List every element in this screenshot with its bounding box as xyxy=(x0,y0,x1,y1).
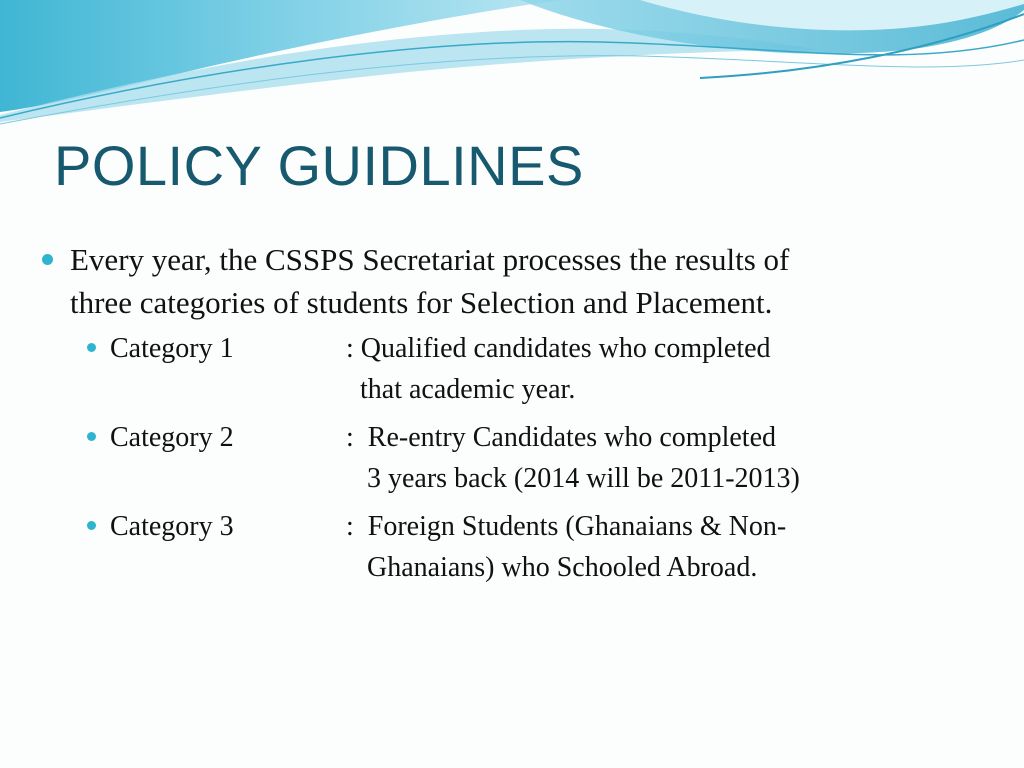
category-name: Category 3 xyxy=(110,511,234,542)
category-description xyxy=(346,506,786,588)
category-item xyxy=(40,506,990,588)
category-list xyxy=(40,328,990,588)
header-wave-decoration xyxy=(0,0,1024,130)
category-description-line: : Foreign Students (Ghanaians & Non- xyxy=(346,511,787,542)
bullet-icon xyxy=(87,521,96,530)
bullet-icon xyxy=(87,343,96,352)
category-description-line: : Qualified candidates who completed xyxy=(346,333,771,364)
category-description-line: : Re-entry Candidates who completed xyxy=(346,422,776,453)
bullet-icon xyxy=(87,432,96,441)
category-name: Category 1 xyxy=(110,333,234,364)
category-name: Category 2 xyxy=(110,422,234,453)
slide-body xyxy=(40,238,990,595)
category-description xyxy=(346,417,800,499)
category-description-line: 3 years back (2014 will be 2011-2013) xyxy=(346,463,800,494)
category-description xyxy=(346,328,771,410)
slide-title: POLICY GUIDLINES xyxy=(54,134,584,197)
intro-bullet xyxy=(40,238,990,324)
intro-text-line-2: three categories of students for Selection and Placement. xyxy=(70,285,773,320)
category-item xyxy=(40,328,990,410)
intro-text-line-1: Every year, the CSSPS Secretariat processes the results of xyxy=(70,242,790,277)
category-description-line: Ghanaians) who Schooled Abroad. xyxy=(346,552,758,583)
category-description-line: that academic year. xyxy=(346,374,576,405)
bullet-icon xyxy=(42,254,53,265)
category-item xyxy=(40,417,990,499)
